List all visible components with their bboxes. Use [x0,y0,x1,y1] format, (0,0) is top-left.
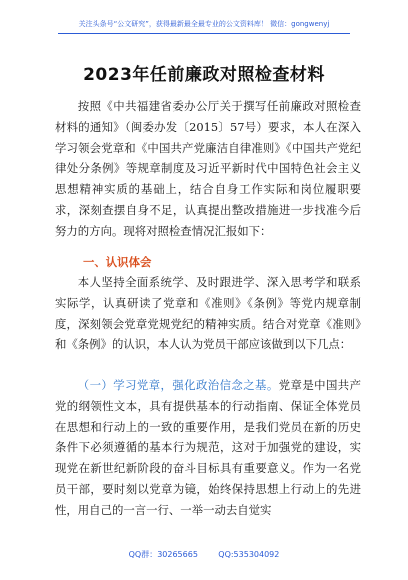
subsection-1-text: 党章是中国共产党的纲领性文本，具有提供基本的行动指南、保证全体党员在思想和行动上的一致的重要作用，是我们党员在新的历史条件下必须遵循的基本行为规范，这对于加强党的建设，实现党在新世纪新阶段的奋斗目标具有重要意义。作为一名党员干部，要时刻以党章为镜，始终保持思想上行动上的先进性，用自己的一言一行、一举一动去自觉实 [55,378,361,517]
subsection-1-body [55,375,361,521]
section-heading-1: 一、认识体会 [83,255,152,269]
intro-paragraph [55,96,361,242]
section-1-text: 本人坚持全面系统学、及时跟进学、深入思考学和联系实际学，认真研读了党章和《准则》《条例》等党内规章制度，深刻领会党章党规党纪的精神实质。结合对党章《准则》和《条例》的认识，本人认为党员干部应该做到以下几点： [55,275,361,352]
footer-contact [0,549,408,560]
document-title: 2023年任前廉政对照检查材料 [83,65,325,85]
footer-qq-group: QQ群：30265665 [128,550,198,559]
header-divider [58,33,350,34]
section-1-paragraph [55,272,361,355]
subsection-heading-1: （一）学习党章，强化政治信念之基。 [77,378,279,392]
subsection-1-paragraph [55,375,361,521]
footer-qq: QQ:535304092 [218,550,280,559]
header-banner: 关注头条号“公文研究”，获得最新最全最专业的公文资料库！ 微信：gongwenyj [78,20,330,28]
intro-text: 按照《中共福建省委办公厅关于撰写任前廉政对照检查材料的通知》（闽委办发〔2015〕57号）要求，本人在深入学习领会党章和《中国共产党廉洁自律准则》《中国共产党纪律处分条例》等规章制度及习近平新时代中国特色社会主义思想精神实质的基础上，结合自身工作实际和岗位履职要求，深刻查摆自身不足，认真提出整改措施进一步找准今后努力的方向。现将对照检查情况汇报如下： [55,99,361,238]
